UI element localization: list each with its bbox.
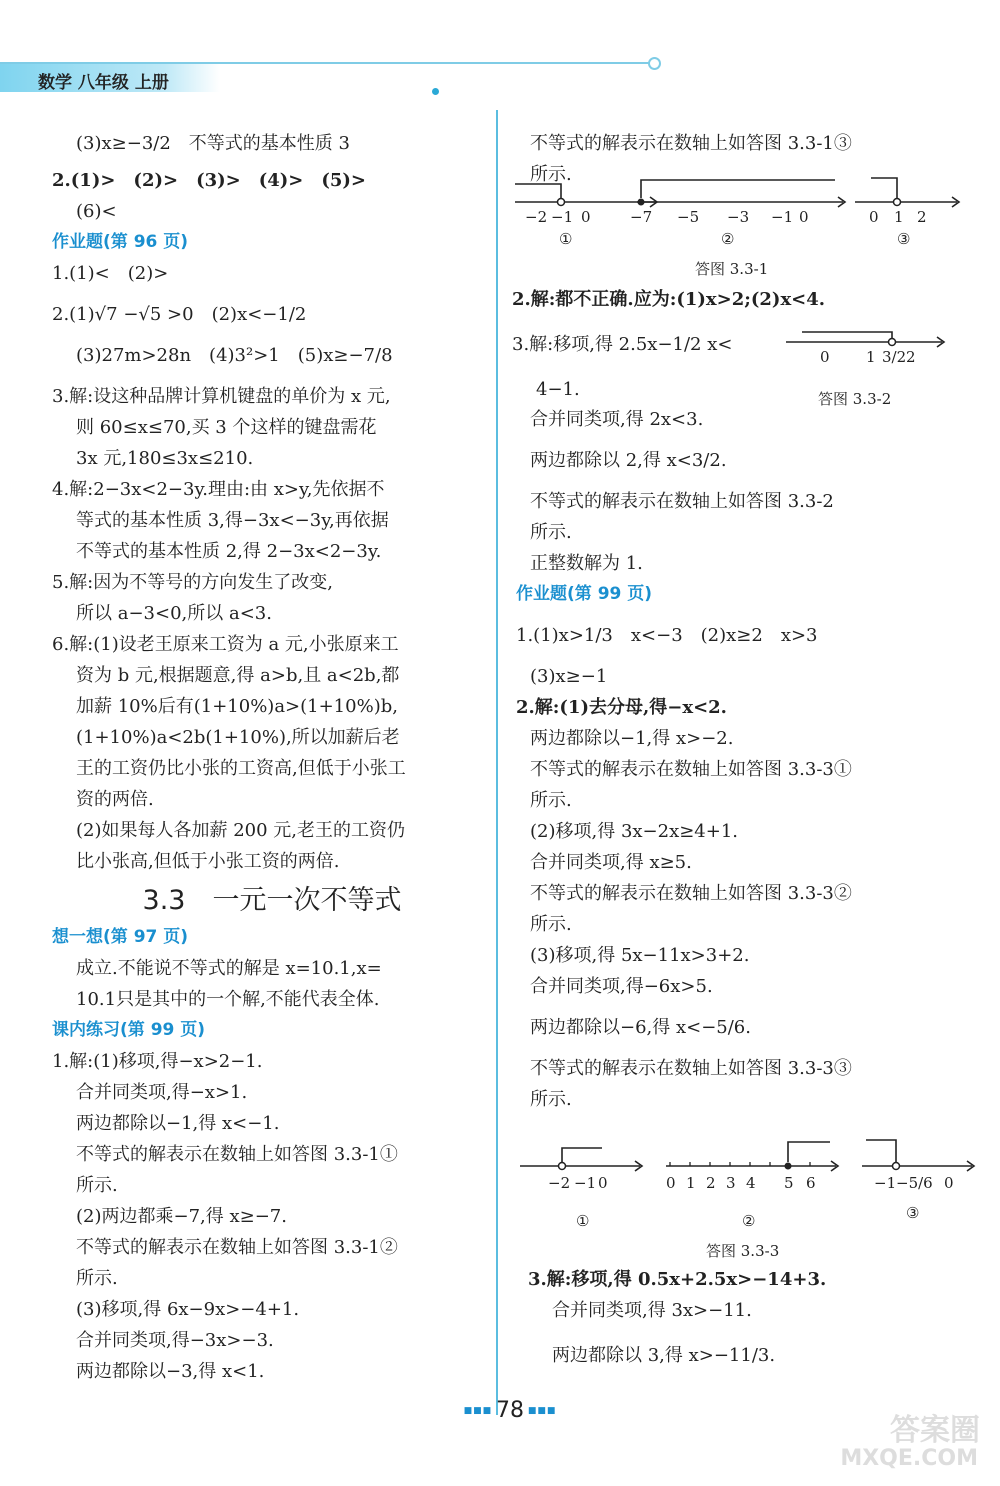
column-divider: [496, 110, 498, 1415]
answer-line: 合并同类项,得 3x>−11.: [552, 1300, 752, 1321]
answer-line: 两边都除以 3,得 x>−11/3.: [552, 1345, 776, 1366]
section-heading: 作业题(第 96 页): [52, 232, 189, 252]
tick-label: −5/6: [896, 1174, 933, 1192]
answer-line: 3.解:移项,得 0.5x+2.5x>−14+3.: [528, 1269, 827, 1290]
answer-line: 两边都除以−3,得 x<1.: [76, 1361, 265, 1382]
answer-line: 所示.: [76, 1268, 118, 1289]
answer-line: 10.1只是其中的一个解,不能代表全体.: [76, 989, 380, 1010]
answer-line: 所示.: [530, 164, 572, 185]
open-endpoint: [893, 1163, 900, 1170]
answer-line: 合并同类项,得−x>1.: [76, 1082, 248, 1103]
answer-line: 1.(1)< (2)>: [52, 263, 169, 284]
number-line-figure-3-3-1: [505, 176, 975, 286]
tick-label: 0: [944, 1174, 954, 1192]
tick-label: 1: [686, 1174, 696, 1192]
page-header: [0, 62, 660, 92]
answer-line: 正整数解为 1.: [530, 553, 643, 574]
tick-label: 1: [866, 348, 876, 366]
tick-label: −1: [874, 1174, 897, 1192]
answer-line: 等式的基本性质 3,得−3x<−3y,再依据: [76, 510, 389, 531]
watermark-url: MXQE.COM: [840, 1446, 978, 1471]
section-heading: 想一想(第 97 页): [52, 927, 189, 947]
subfigure-label: ③: [906, 1204, 920, 1222]
answer-line: 所示.: [76, 1175, 118, 1196]
answer-line: 两边都除以−1,得 x>−2.: [530, 728, 734, 749]
answer-line: 资为 b 元,根据题意,得 a>b,且 a<2b,都: [76, 665, 400, 686]
tick-label: −1: [551, 208, 574, 226]
answer-line: (3)移项,得 6x−9x>−4+1.: [76, 1299, 300, 1320]
left-column: [52, 128, 492, 1387]
watermark-logo: 答案圈: [890, 1413, 980, 1448]
tick-label: 3: [726, 1174, 736, 1192]
figure-caption: 答图 3.3-2: [818, 390, 892, 408]
tick-label: 0: [869, 208, 879, 226]
tick-label: 1: [894, 208, 904, 226]
header-ornament: [648, 57, 661, 70]
answer-line: 合并同类项,得 x≥5.: [530, 852, 692, 873]
page-number: ■■■ 78 ■■■: [440, 1398, 580, 1423]
answer-line: 则 60≤x≤70,买 3 个这样的键盘需花: [76, 417, 377, 438]
tick-label: 0: [799, 208, 809, 226]
tick-label: 0: [581, 208, 591, 226]
answer-line: 4−1.: [536, 379, 580, 400]
tick-label: −5: [677, 208, 700, 226]
answer-line: 不等式的解表示在数轴上如答图 3.3-1③: [530, 133, 852, 154]
answer-line: (2)两边都乘−7,得 x≥−7.: [76, 1206, 287, 1227]
answer-line: (3)27m>28n (4)3²>1 (5)x≥−7/8: [76, 345, 393, 366]
answer-line: 不等式的解表示在数轴上如答图 3.3-2: [530, 491, 834, 512]
figure-caption: 答图 3.3-3: [706, 1242, 780, 1260]
answer-line: 3.解:设这种品牌计算机键盘的单价为 x 元,: [52, 386, 391, 407]
open-endpoint: [894, 199, 901, 206]
tick-label: −1: [771, 208, 794, 226]
tick-label: 3/2: [882, 348, 907, 366]
tick-label: 0: [666, 1174, 676, 1192]
closed-endpoint: [638, 199, 645, 206]
open-endpoint: [559, 1163, 566, 1170]
tick-label: 0: [598, 1174, 608, 1192]
tick-label: 4: [746, 1174, 756, 1192]
subfigure-label: ①: [559, 230, 573, 248]
answer-line: 所示.: [530, 522, 572, 543]
figure-caption: 答图 3.3-1: [695, 260, 769, 278]
answer-line: 6.解:(1)设老王原来工资为 a 元,小张原来工: [52, 634, 399, 655]
answer-line: 资的两倍.: [76, 789, 154, 810]
answer-line: 所以 a−3<0,所以 a<3.: [76, 603, 272, 624]
subfigure-label: ②: [742, 1212, 756, 1230]
answer-line: 不等式的基本性质 2,得 2−3x<2−3y.: [76, 541, 382, 562]
answer-line: 5.解:因为不等号的方向发生了改变,: [52, 572, 333, 593]
header-rule: [0, 62, 655, 64]
tick-label: −1: [574, 1174, 597, 1192]
tick-label: −3: [727, 208, 750, 226]
right-column-mid-b: [516, 404, 970, 1115]
open-endpoint: [889, 339, 896, 346]
answer-line: (1+10%)a<2b(1+10%),所以加薪后老: [76, 727, 400, 748]
tick-label: −7: [630, 208, 653, 226]
header-end-dot: [432, 88, 439, 95]
answer-line: 所示.: [530, 790, 572, 811]
tick-label: 2: [906, 348, 916, 366]
open-endpoint: [558, 199, 565, 206]
answer-line: 2.(1)> (2)> (3)> (4)> (5)>: [52, 170, 366, 191]
answer-line: (3)x≥−3/2 不等式的基本性质 3: [76, 133, 350, 154]
answer-line: 两边都除以 2,得 x<3/2.: [530, 450, 727, 471]
section-heading: 作业题(第 99 页): [516, 584, 653, 604]
closed-endpoint: [785, 1163, 792, 1170]
answer-line: 1.(1)x>1/3 x<−3 (2)x≥2 x>3: [516, 625, 818, 646]
subfigure-label: ②: [721, 230, 735, 248]
tick-label: 5: [784, 1174, 794, 1192]
right-column-mid-a: [512, 284, 826, 405]
answer-line: 2.解:都不正确.应为:(1)x>2;(2)x<4.: [512, 289, 826, 310]
answer-line: 不等式的解表示在数轴上如答图 3.3-1①: [76, 1144, 398, 1165]
tick-label: −2: [525, 208, 548, 226]
section-heading: 课内练习(第 99 页): [52, 1020, 206, 1040]
answer-line: 不等式的解表示在数轴上如答图 3.3-1②: [76, 1237, 398, 1258]
answer-line: 2.(1)√7 −√5 >0 (2)x<−1/2: [52, 304, 307, 325]
answer-line: 2.解:(1)去分母,得−x<2.: [516, 697, 727, 718]
answer-line: 4.解:2−3x<2−3y.理由:由 x>y,先依据不: [52, 479, 385, 500]
subfigure-label: ①: [576, 1212, 590, 1230]
chapter-title: 3.3 一元一次不等式: [142, 885, 402, 916]
answer-line: 加薪 10%后有(1+10%)a>(1+10%)b,: [76, 696, 398, 717]
answer-line: (3)x≥−1: [530, 666, 608, 687]
answer-line: 1.解:(1)移项,得−x>2−1.: [52, 1051, 263, 1072]
answer-line: 两边都除以−6,得 x<−5/6.: [530, 1017, 751, 1038]
tick-label: 0: [820, 348, 830, 366]
tick-label: 2: [917, 208, 927, 226]
answer-line: 所示.: [530, 1089, 572, 1110]
answer-line: 成立.不能说不等式的解是 x=10.1,x=: [76, 958, 382, 979]
answer-line: (2)移项,得 3x−2x≥4+1.: [530, 821, 739, 842]
header-title: 数学 八年级 上册: [38, 73, 169, 93]
answer-line: 比小张高,但低于小张工资的两倍.: [76, 851, 340, 872]
answer-line: 合并同类项,得−3x>−3.: [76, 1330, 274, 1351]
answer-line: 所示.: [530, 914, 572, 935]
tick-label: 6: [806, 1174, 816, 1192]
answer-line: 合并同类项,得−6x>5.: [530, 976, 713, 997]
subfigure-label: ③: [897, 230, 911, 248]
answer-line: (3)移项,得 5x−11x>3+2.: [530, 945, 750, 966]
right-column-bottom: [528, 1264, 968, 1371]
number-line-figure-3-3-3: [510, 1132, 980, 1262]
answer-line: 王的工资仍比小张的工资高,但低于小张工: [76, 758, 406, 779]
tick-label: −2: [548, 1174, 571, 1192]
answer-line: 不等式的解表示在数轴上如答图 3.3-3③: [530, 1058, 852, 1079]
answer-line: 3x 元,180≤3x≤210.: [76, 448, 254, 469]
answer-line: 3.解:移项,得 2.5x−1/2 x<: [512, 334, 733, 355]
answer-line: (2)如果每人各加薪 200 元,老王的工资仍: [76, 820, 406, 841]
answer-line: (6)<: [76, 201, 117, 222]
answer-line: 不等式的解表示在数轴上如答图 3.3-3①: [530, 759, 852, 780]
answer-line: 合并同类项,得 2x<3.: [530, 409, 704, 430]
answer-line: 不等式的解表示在数轴上如答图 3.3-3②: [530, 883, 852, 904]
answer-line: 两边都除以−1,得 x<−1.: [76, 1113, 280, 1134]
tick-label: 2: [706, 1174, 716, 1192]
